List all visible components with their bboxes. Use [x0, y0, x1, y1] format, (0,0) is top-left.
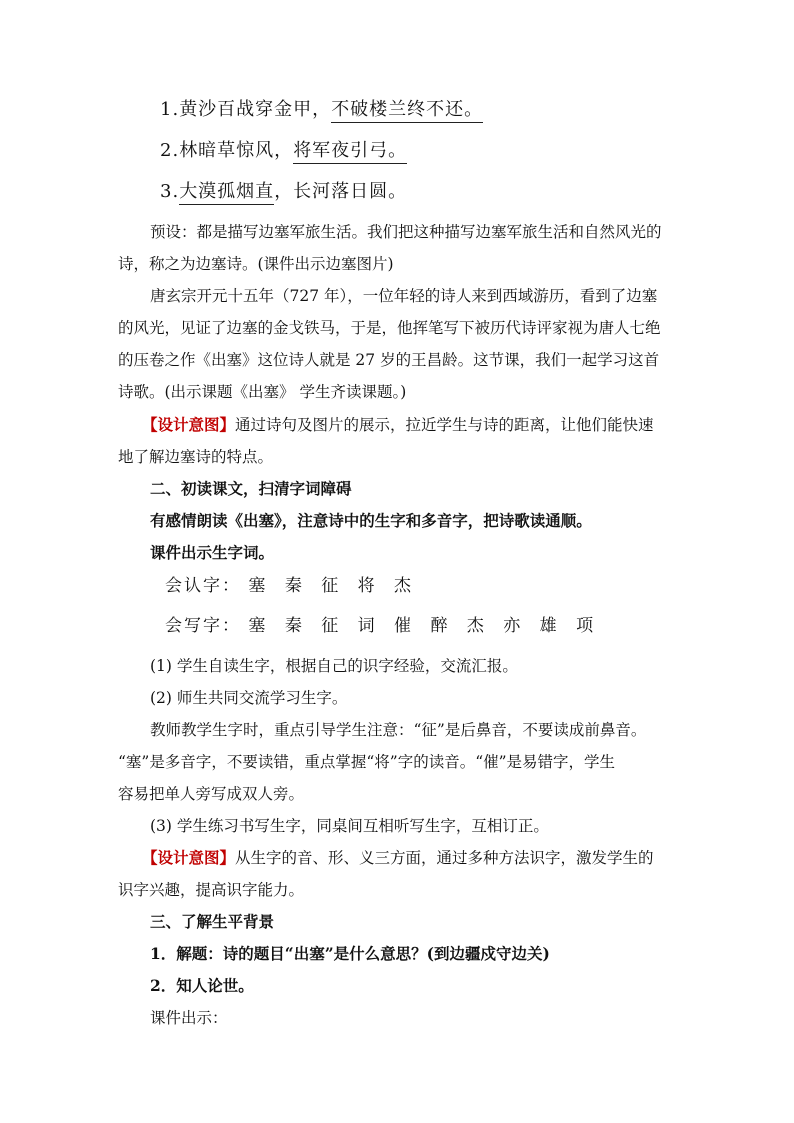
- paragraph-line: 识字兴趣，提高识字能力。: [118, 881, 305, 899]
- poem-text: ，长河落日圆。: [274, 181, 408, 202]
- poem-underlined-text: 不破楼兰终不还。: [331, 99, 483, 123]
- design-intent-text: 从生字的音、形、义三方面，通过多种方法识字，激发学生的: [235, 849, 654, 867]
- write-chars-row: [165, 616, 605, 636]
- char: 项: [576, 616, 596, 636]
- poem-line-number: 2.: [160, 140, 180, 161]
- char: 征: [321, 576, 341, 596]
- poem-line-number: 3.: [160, 181, 180, 202]
- paragraph-line: 的风光，见证了边塞的金戈铁马，于是，他挥笔写下被历代诗评家视为唐人七绝: [118, 319, 661, 337]
- design-intent-tag: 【设计意图】: [142, 415, 236, 434]
- char: 催: [394, 616, 414, 636]
- section-heading: 三、了解生平背景: [150, 912, 275, 931]
- paragraph-line: 课件出示：: [150, 1009, 228, 1027]
- recognize-chars-row: [165, 576, 423, 596]
- paragraph-line: 教师教学生字时，重点引导学生注意：“征”是后鼻音，不要读成前鼻音。: [150, 721, 647, 739]
- paragraph-line: 的压卷之作《出塞》这位诗人就是 27 岁的王昌龄。这节课，我们一起学习这首: [118, 351, 660, 369]
- char: 杰: [394, 576, 414, 596]
- char: 塞: [248, 576, 268, 596]
- step-line: (3) 学生练习书写生字，同桌间互相听写生字，互相订正。: [150, 817, 549, 835]
- design-intent-tag: 【设计意图】: [142, 848, 236, 867]
- question-line: 1．解题：诗的题目“出塞”是什么意思？(到边疆戍守边关): [150, 944, 550, 963]
- char: 醉: [430, 616, 450, 636]
- poem-text: 黄沙百战穿金甲，: [179, 99, 332, 120]
- recognize-label: 会认字：: [165, 576, 241, 596]
- char: 亦: [503, 616, 523, 636]
- step-line: (1) 学生自读生字，根据自己的识字经验，交流汇报。: [150, 657, 518, 675]
- poem-line-number: 1.: [160, 99, 180, 120]
- char: 雄: [539, 616, 559, 636]
- char: 词: [357, 616, 377, 636]
- poem-underlined-text: 大漠孤烟直: [179, 181, 274, 205]
- paragraph-line: 诗，称之为边塞诗。(课件出示边塞图片): [118, 255, 394, 273]
- char: 塞: [248, 616, 268, 636]
- paragraph-line: 容易把单人旁写成双人旁。: [118, 785, 305, 803]
- design-intent-text: 通过诗句及图片的展示，拉近学生与诗的距离，让他们能快速: [235, 416, 654, 434]
- poem-line-2: [160, 141, 407, 161]
- poem-underlined-text: 将军夜引弓。: [293, 140, 407, 164]
- paragraph-line: “塞”是多音字，不要读错，重点掌握“将”字的读音。“催”是易错字，学生: [118, 753, 616, 771]
- paragraph-line: 诗歌。(出示课题《出塞》 学生齐读课题。): [118, 383, 407, 401]
- design-intent: [142, 848, 654, 868]
- paragraph-line: 预设：都是描写边塞军旅生活。我们把这种描写边塞军旅生活和自然风光的: [150, 223, 662, 241]
- char: 秦: [284, 576, 304, 596]
- poem-text: 林暗草惊风，: [179, 140, 294, 161]
- section-heading: 二、初读课文，扫清字词障碍: [150, 479, 352, 498]
- char: 征: [321, 616, 341, 636]
- poem-line-3: [160, 182, 407, 202]
- paragraph-line: 地了解边塞诗的特点。: [118, 448, 274, 466]
- paragraph-line: 唐玄宗开元十五年（727 年），一位年轻的诗人来到西域游历，看到了边塞: [150, 287, 658, 305]
- instruction-line: 课件出示生字词。: [150, 543, 275, 562]
- step-line: (2) 师生共同交流学习生字。: [150, 689, 348, 707]
- char: 秦: [284, 616, 304, 636]
- write-label: 会写字：: [165, 616, 241, 636]
- poem-line-1: [160, 100, 483, 120]
- design-intent: [142, 415, 654, 435]
- char: 将: [357, 576, 377, 596]
- instruction-line: 有感情朗读《出塞》，注意诗中的生字和多音字，把诗歌读通顺。: [150, 511, 592, 530]
- question-line: 2．知人论世。: [150, 976, 254, 995]
- char: 杰: [466, 616, 486, 636]
